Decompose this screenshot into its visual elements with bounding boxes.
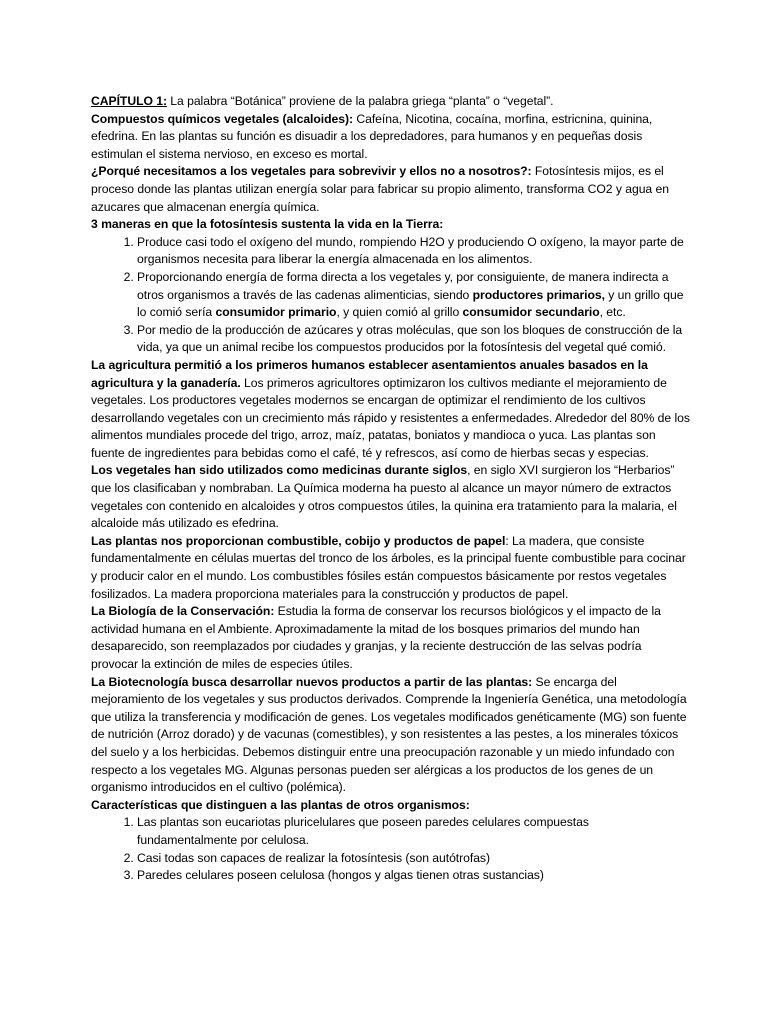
section-heading: Compuestos químicos vegetales (alcaloides):	[91, 111, 353, 126]
paragraph-alkaloids	[91, 111, 691, 164]
paragraph-text: Estudia la forma de conservar los recursos biológicos y el impacto de la actividad humana en el Ambiente. Aproximadamente la mitad de los bosques primarios del mundo han desaparecido, son reemplazados por ciudades y granjas, y la reciente destrucción de las selvas podría provocar la extinción de miles de especies útiles.	[91, 604, 661, 671]
paragraph-medicine	[91, 462, 691, 532]
paragraph-why-vegetables	[91, 163, 691, 216]
list-item-text: y un grillo que lo comió sería	[137, 287, 684, 320]
paragraph-agriculture	[91, 357, 691, 463]
chapter-title: CAPÍTULO 1:	[91, 94, 167, 108]
bold-term: consumidor secundario	[462, 305, 600, 320]
bold-term: consumidor primario	[215, 305, 337, 320]
list-item	[137, 867, 691, 885]
paragraph-text: : La madera, que consiste fundamentalmente en células muertas del tronco de los árboles, es la principal fuente combustible para cocinar y producir calor en el mundo. Los combustibles fósiles están compuestos básicamente por restos vegetales fosilizados. La madera proporciona materiales para la construcción y productos de papel.	[91, 533, 686, 601]
list-item	[137, 322, 691, 357]
paragraph-conservation	[91, 603, 691, 673]
photosynthesis-list	[91, 234, 691, 357]
list-item-text: Produce casi todo el oxígeno del mundo, rompiendo H2O y produciendo O oxígeno, la mayor parte de organismos necesita para liberar la energía almacenada en los alimentos.	[137, 234, 684, 267]
paragraph-chapter-intro	[91, 93, 691, 111]
paragraph-text: , en siglo XVI surgieron los “Herbarios” que los clasificaban y nombraban. La Química moderna ha puesto al alcance un mayor número de extractos vegetales con contenido en alcaloides y otros compuestos útiles, la quinina era tratamiento para la malaria, el alcaloide más utilizado es efedrina.	[91, 463, 677, 531]
characteristics-list	[91, 814, 691, 884]
list-item	[137, 814, 691, 849]
paragraph-fuel	[91, 533, 691, 603]
section-heading: La agricultura permitió a los primeros humanos establecer asentamientos anuales basados en la agricultura y la ganadería.	[91, 357, 648, 390]
list-item-text: Por medio de la producción de azúcares y otras moléculas, que son los bloques de construcción de la vida, ya que un animal recibe los compuestos producidos por la fotosíntesis del vegetal qué comió.	[137, 322, 683, 355]
list-item	[137, 850, 691, 868]
list-item	[137, 234, 691, 269]
document-page	[91, 93, 691, 885]
list-item-text: Las plantas son eucariotas pluricelulares que poseen paredes celulares compuestas fundamentalmente por celulosa.	[137, 815, 589, 847]
section-heading-characteristics: Características que distinguen a las plantas de otros organismos:	[91, 797, 470, 812]
paragraph-text: La palabra “Botánica” proviene de la palabra griega “planta” o “vegetal”.	[166, 94, 554, 108]
paragraph-text: Se encarga del mejoramiento de los vegetales y sus productos derivados. Comprende la Ingeniería Genética, una metodología que utiliza la transferencia y modificación de genes. Los vegetales modificados genéticamente (MG) son fuente de nutrición (Arroz dorado) y de vacunas (comestibles), y son resistentes a las pestes, a los minerales tóxicos del suelo y a los herbicidas. Debemos distinguir entre una preocupación razonable y un miedo infundado con respecto a los vegetales MG. Algunas personas pueden ser alérgicas a los productos de los genes de un organismo introducidos en el cultivo (polémica).	[91, 674, 687, 795]
list-item-text: , etc.	[599, 305, 626, 320]
paragraph-text: Fotosíntesis mijos, es el proceso donde las plantas utilizan energía solar para fabricar su propio alimento, transforma CO2 y agua en azucares que almacenan energía química.	[91, 164, 669, 214]
section-heading: La Biología de la Conservación:	[91, 604, 275, 619]
paragraph-text: Cafeína, Nicotina, cocaína, morfina, estricnina, quinina, efedrina. En las plantas su función es disuadir a los depredadores, para humanos y en pequeñas dosis estimulan el sistema nervioso, en exceso es mortal.	[91, 111, 653, 161]
paragraph-text: Los primeros agricultores optimizaron los cultivos mediante el mejoramiento de vegetales. Los productores vegetales modernos se encargan de optimizar el rendimiento de los cultivos desarrollando vegetales con un crecimiento más rápido y resistentes a enfermedades. Alrededor del 80% de los alimentos mundiales procede del trigo, arroz, maíz, patatas, boniatos y mandioca o yuca. Las plantas son fuente de ingredientes para bebidas como el café, té y refrescos, así como de hierbas secas y especias.	[91, 375, 690, 460]
list-item-text: , y quien comió al grillo	[336, 305, 463, 320]
section-heading: Las plantas nos proporcionan combustible, cobijo y productos de papel	[91, 533, 506, 548]
list-item	[137, 269, 691, 322]
bold-term: productores primarios,	[472, 287, 605, 302]
section-heading-photosynthesis: 3 maneras en que la fotosíntesis sustenta la vida en la Tierra:	[91, 217, 444, 232]
list-item-text: Casi todas son capaces de realizar la fotosíntesis (son autótrofas)	[137, 850, 490, 865]
list-item-text: Proporcionando energía de forma directa a los vegetales y, por consiguiente, de manera indirecta a otros organismos a través de las cadenas alimenticias, siendo	[137, 269, 669, 302]
section-heading: La Biotecnología busca desarrollar nuevos productos a partir de las plantas:	[91, 674, 533, 689]
section-heading: ¿Porqué necesitamos a los vegetales para sobrevivir y ellos no a nosotros?:	[91, 164, 532, 179]
list-item-text: Paredes celulares poseen celulosa (hongos y algas tienen otras sustancias)	[137, 868, 544, 883]
section-heading: Los vegetales han sido utilizados como medicinas durante siglos	[91, 463, 468, 478]
paragraph-biotechnology	[91, 674, 691, 797]
